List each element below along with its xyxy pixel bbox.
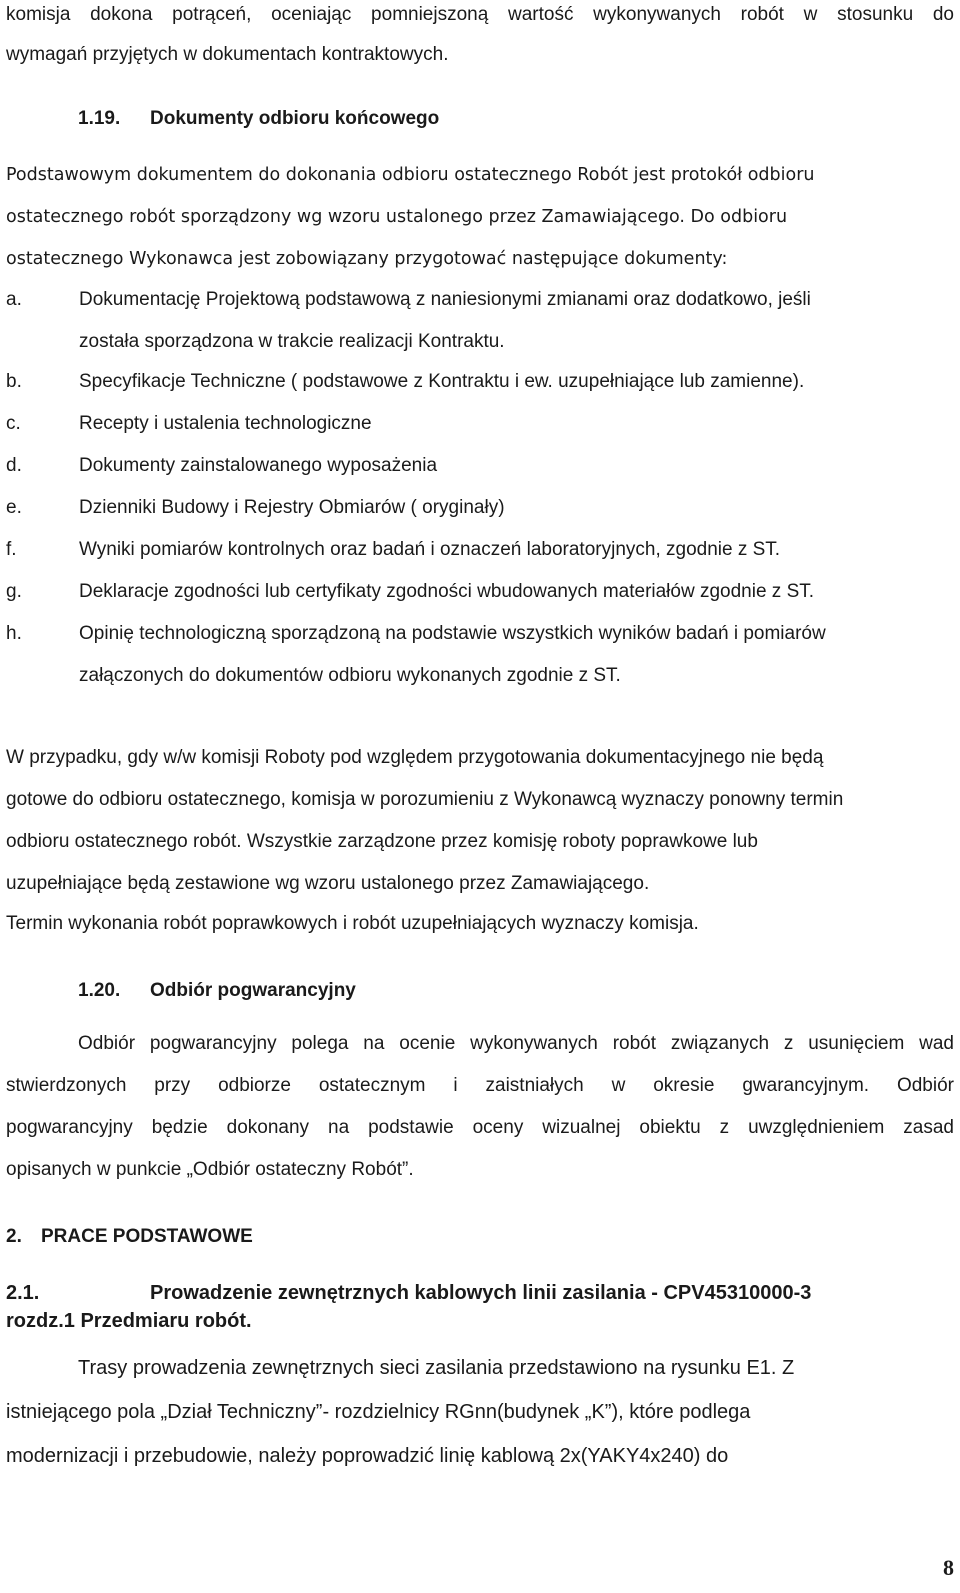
list-item-a-text: Dokumentację Projektową podstawową z naniesionymi zmianami oraz dodatkowo, jeśli	[79, 289, 811, 310]
section-2-1-line-3: modernizacji i przebudowie, należy poprowadzić linię kablową 2x(YAKY4x240) do	[6, 1445, 729, 1467]
list-item-b-text: Specyfikacje Techniczne ( podstawowe z Kontraktu i ew. uzupełniające lub zamienne).	[79, 371, 805, 392]
list-item-g-letter: g.	[6, 581, 22, 602]
section-1-19-paragraph-line-3: ostatecznego Wykonawca jest zobowiązany przygotować następujące dokumenty:	[6, 249, 728, 269]
section-1-20-line-1: Odbiór pogwarancyjny polega na ocenie wykonywanych robót związanych z usunięciem wad	[78, 1033, 954, 1054]
list-item-e-text: Dzienniki Budowy i Rejestry Obmiarów ( oryginały)	[79, 497, 505, 518]
section-1-19-paragraph2-line-1: W przypadku, gdy w/w komisji Roboty pod względem przygotowania dokumentacyjnego nie będą	[6, 747, 824, 768]
list-item-f-letter: f.	[6, 539, 17, 560]
section-1-19-paragraph2-line-2: gotowe do odbioru ostatecznego, komisja w porozumieniu z Wykonawcą wyznaczy ponowny termin	[6, 789, 844, 810]
section-1-20-line-2: stwierdzonych przy odbiorze ostatecznym i zaistniałych w okresie gwarancyjnym. Odbiór	[6, 1075, 954, 1096]
section-1-19-paragraph2-line-4: uzupełniające będą zestawione wg wzoru ustalonego przez Zamawiającego.	[6, 873, 650, 894]
list-item-a-letter: a.	[6, 289, 22, 310]
intro-line-1: komisja dokona potrąceń, oceniając pomniejszoną wartość wykonywanych robót w stosunku do	[6, 4, 954, 25]
list-item-d-text: Dokumenty zainstalowanego wyposażenia	[79, 455, 438, 476]
section-1-20-title: Odbiór pogwarancyjny	[150, 980, 356, 1001]
section-2-1-line-1: Trasy prowadzenia zewnętrznych sieci zasilania przedstawiono na rysunku E1. Z	[78, 1357, 795, 1379]
section-1-20-line-3: pogwarancyjny będzie dokonany na podstawie oceny wizualnej obiektu z uwzględnieniem zasad	[6, 1117, 954, 1138]
section-1-20-number: 1.20.	[78, 980, 121, 1001]
page-number: 8	[943, 1555, 954, 1580]
list-item-f-text: Wyniki pomiarów kontrolnych oraz badań i oznaczeń laboratoryjnych, zgodnie z ST.	[79, 539, 781, 560]
list-item-d-letter: d.	[6, 455, 22, 476]
list-item-h-letter: h.	[6, 623, 22, 644]
section-2-1-title-line-1: Prowadzenie zewnętrznych kablowych linii zasilania - CPV45310000-3	[150, 1282, 812, 1304]
list-item-c-text: Recepty i ustalenia technologiczne	[79, 413, 372, 434]
section-1-19-paragraph-line-2b: Do odbioru	[684, 207, 788, 227]
list-item-a-text-2: została sporządzona w trakcie realizacji Kontraktu.	[79, 331, 505, 352]
list-item-c-letter: c.	[6, 413, 21, 434]
section-1-19-title: Dokumenty odbioru końcowego	[150, 108, 440, 129]
section-1-19-paragraph-line-1: Podstawowym dokumentem do dokonania odbioru ostatecznego Robót jest protokół odbioru	[6, 165, 815, 185]
section-2-1-line-2: istniejącego pola „Dział Techniczny”- rozdzielnicy RGnn(budynek „K”), które podlega	[6, 1401, 751, 1423]
section-1-19-paragraph-line-2a: ostatecznego robót sporządzony wg wzoru ustalonego przez Zamawiającego.	[6, 207, 685, 227]
section-2-title: PRACE PODSTAWOWE	[41, 1226, 253, 1247]
section-2-1-number: 2.1.	[6, 1282, 40, 1304]
intro-line-2: wymagań przyjętych w dokumentach kontraktowych.	[6, 44, 449, 65]
section-1-19-paragraph2-line-3: odbioru ostatecznego robót. Wszystkie zarządzone przez komisję roboty poprawkowe lub	[6, 831, 758, 852]
section-1-20-line-4: opisanych w punkcie „Odbiór ostateczny Robót”.	[6, 1159, 414, 1180]
list-item-b-letter: b.	[6, 371, 22, 392]
section-2-1-title-line-2: rozdz.1 Przedmiaru robót.	[6, 1310, 252, 1332]
list-item-e-letter: e.	[6, 497, 22, 518]
section-2-number: 2.	[6, 1226, 22, 1247]
section-1-19-paragraph3: Termin wykonania robót poprawkowych i robót uzupełniających wyznaczy komisja.	[6, 913, 699, 934]
section-1-19-number: 1.19.	[78, 108, 121, 129]
list-item-g-text: Deklaracje zgodności lub certyfikaty zgodności wbudowanych materiałów zgodnie z ST.	[79, 581, 815, 602]
list-item-h-text: Opinię technologiczną sporządzoną na podstawie wszystkich wyników badań i pomiarów	[79, 623, 826, 644]
list-item-h-text-2: załączonych do dokumentów odbioru wykonanych zgodnie z ST.	[79, 665, 621, 686]
section-1-19-paragraph-line-2	[6, 205, 787, 229]
